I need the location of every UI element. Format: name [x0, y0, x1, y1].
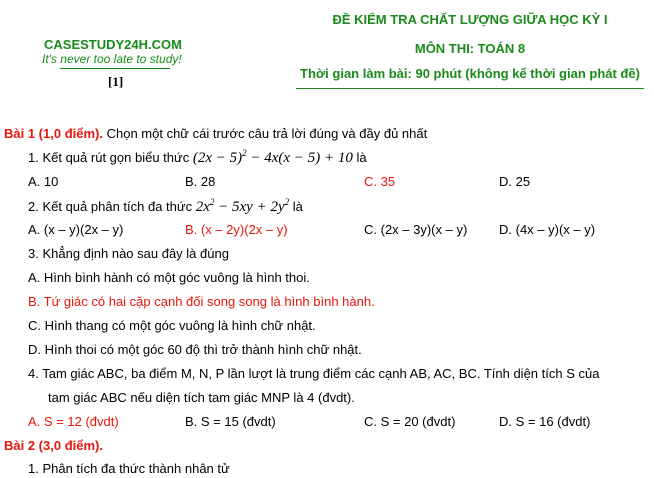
- q1-line: [28, 148, 367, 167]
- q4-option-a: A. S = 12 (đvdt): [28, 414, 119, 429]
- q4-line-1: 4. Tam giác ABC, ba điểm M, N, P lần lượt là trung điểm các cạnh AB, AC, BC. Tính diện tích S của: [28, 366, 600, 381]
- part2-q1: 1. Phân tích đa thức thành nhân tử: [28, 461, 230, 476]
- q2-option-d: D. (4x – y)(x – y): [499, 222, 596, 237]
- brand-underline: [60, 68, 170, 69]
- q2-expression: $2x^2 - 5xy + 2y^2$: [195, 197, 290, 215]
- header-underline: [296, 88, 644, 89]
- q4-option-c: C. S = 20 (đvdt): [364, 414, 456, 429]
- q3-option-c: C. Hình thang có một góc vuông là hình chữ nhật.: [28, 318, 316, 333]
- part1-instruction: Chọn một chữ cái trước câu trả lời đúng và đầy đủ nhất: [106, 126, 428, 141]
- part1-heading-line: [4, 126, 427, 141]
- page-marker: [1]: [108, 74, 124, 89]
- q3-text: 3. Khẳng định nào sau đây là đúng: [28, 246, 229, 261]
- q4-option-d: D. S = 16 (đvdt): [499, 414, 591, 429]
- q1-option-d: D. 25: [499, 174, 531, 189]
- q2-prefix: 2. Kết quả phân tích đa thức: [28, 199, 193, 214]
- exam-title: ĐỀ KIỂM TRA CHẤT LƯỢNG GIỮA HỌC KỲ I: [332, 12, 608, 27]
- q1-option-c: C. 35: [364, 174, 396, 189]
- brand-name: CASESTUDY24H.COM: [44, 37, 182, 52]
- part2-heading: Bài 2 (3,0 điểm).: [4, 438, 103, 453]
- exam-subject: MÔN THI: TOÁN 8: [414, 41, 526, 56]
- q2-option-a: A. (x – y)(2x – y): [28, 222, 124, 237]
- exam-duration: Thời gian làm bài: 90 phút (không kể thời gian phát đề): [300, 66, 640, 81]
- q4-line-2: tam giác ABC nếu diện tích tam giác MNP là 4 (đvdt).: [48, 390, 355, 405]
- q1-option-b: B. 28: [185, 174, 216, 189]
- q3-option-b: B. Tứ giác có hai cặp cạnh đối song song là hình bình hành.: [28, 294, 375, 309]
- q4-option-b: B. S = 15 (đvdt): [185, 414, 276, 429]
- q3-option-d: D. Hình thoi có một góc 60 độ thì trở thành hình chữ nhật.: [28, 342, 362, 357]
- q2-option-c: C. (2x – 3y)(x – y): [364, 222, 468, 237]
- tagline: It's never too late to study!: [42, 52, 182, 66]
- q1-prefix: 1. Kết quả rút gọn biểu thức: [28, 150, 190, 165]
- q2-line: [28, 197, 303, 216]
- q2-suffix: là: [292, 199, 303, 214]
- q3-option-a: A. Hình bình hành có một góc vuông là hình thoi.: [28, 270, 310, 285]
- q1-suffix: là: [356, 150, 367, 165]
- part1-heading: Bài 1 (1,0 điểm).: [4, 126, 103, 141]
- q1-expression: $(2x - 5)^2 - 4x(x - 5) + 10$: [192, 148, 353, 166]
- q2-option-b: B. (x – 2y)(2x – y): [185, 222, 288, 237]
- q1-option-a: A. 10: [28, 174, 59, 189]
